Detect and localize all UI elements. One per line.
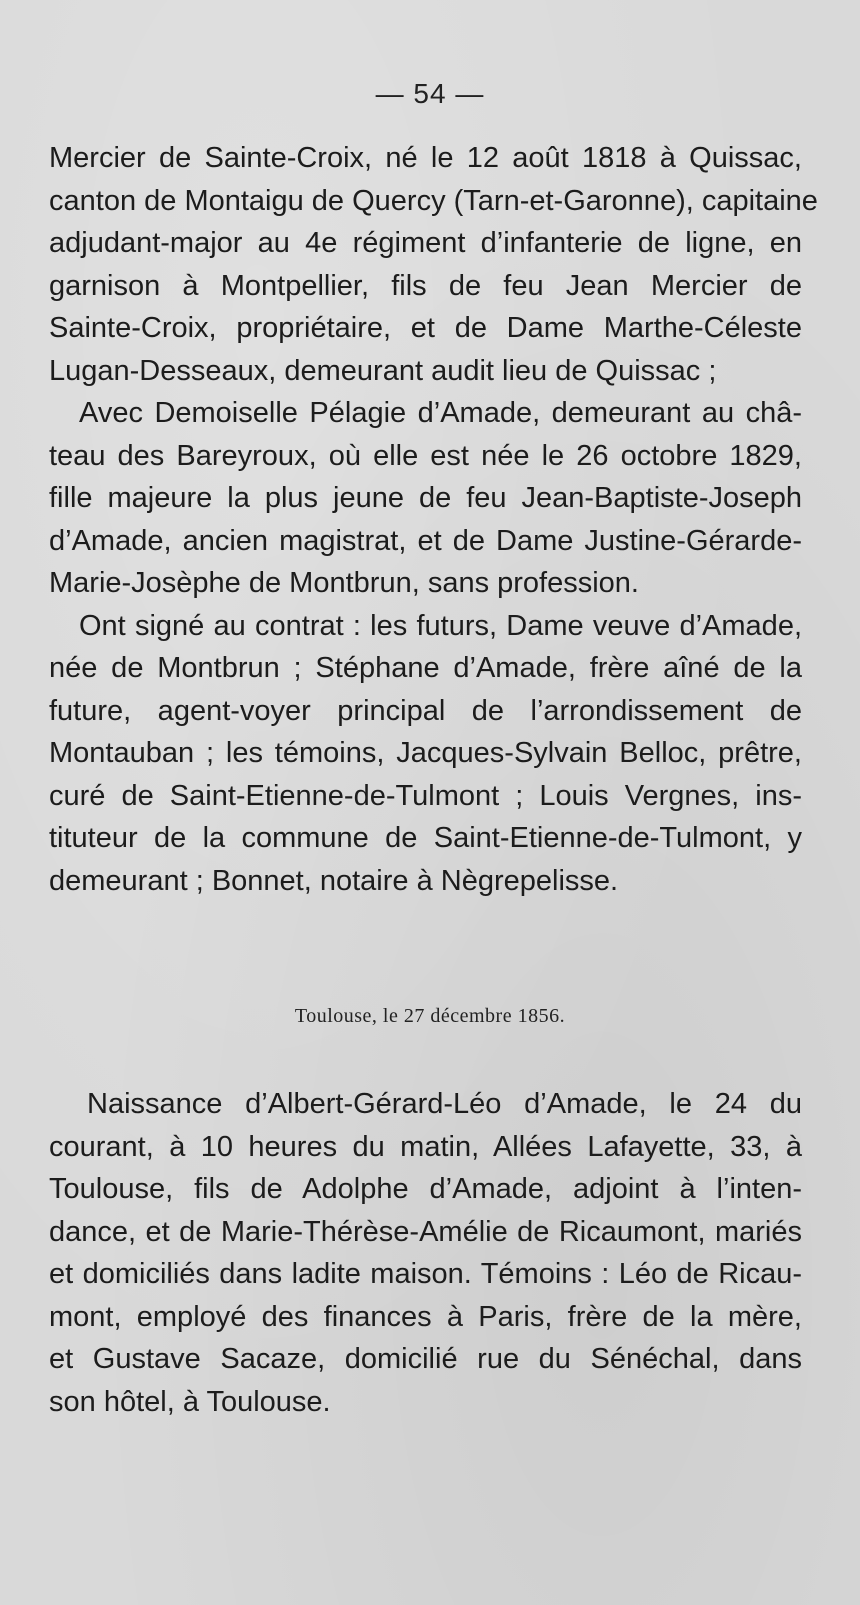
text-line: Montauban ; les témoins, Jacques-Sylvain Belloc, prêtre, [49, 737, 802, 769]
text-line: garnison à Montpellier, fils de feu Jean Mercier de [49, 269, 802, 302]
text-line: Avec Demoiselle Pélagie d’Amade, demeurant au châ- [79, 397, 802, 429]
page-number: — 54 — [375, 78, 485, 109]
text-line: mont, employé des finances à Paris, frère de la mère, [49, 1300, 802, 1333]
birth-record-paragraph [49, 1083, 802, 1423]
text-line: Lugan-Desseaux, demeurant audit lieu de Quissac ; [49, 354, 717, 387]
text-line: Ont signé au contrat : les futurs, Dame veuve d’Amade, [79, 609, 802, 642]
text-line: teau des Bareyroux, où elle est née le 26 octobre 1829, [49, 439, 802, 472]
text-line: adjudant-major au 4e régiment d’infanterie de ligne, en [49, 227, 802, 259]
text-line: Sainte-Croix, propriétaire, et de Dame Marthe-Céleste [49, 312, 802, 344]
text-line: courant, à 10 heures du matin, Allées Lafayette, 33, à [49, 1130, 802, 1163]
text-line: née de Montbrun ; Stéphane d’Amade, frère aîné de la [49, 652, 802, 684]
text-line: et Gustave Sacaze, domicilié rue du Sénéchal, dans [49, 1343, 802, 1375]
text-line: fille majeure la plus jeune de feu Jean-Baptiste-Joseph [49, 482, 802, 514]
text-line: d’Amade, ancien magistrat, et de Dame Justine-Gérarde- [49, 524, 802, 557]
text-line: Marie-Josèphe de Montbrun, sans profession. [49, 567, 639, 599]
text-line: demeurant ; Bonnet, notaire à Nègrepelisse. [49, 864, 619, 897]
marriage-contract-paragraphs [49, 137, 818, 902]
text-line: tituteur de la commune de Saint-Etienne-de-Tulmont, y [49, 822, 802, 854]
text-line: Naissance d’Albert-Gérard-Léo d’Amade, le 24 du [87, 1088, 802, 1120]
text-line: Mercier de Sainte-Croix, né le 12 août 1818 à Quissac, [49, 142, 802, 174]
text-line: et domiciliés dans ladite maison. Témoins : Léo de Ricau- [49, 1258, 802, 1290]
text-line: dance, et de Marie-Thérèse-Amélie de Ricaumont, mariés [49, 1215, 802, 1248]
text-line: canton de Montaigu de Quercy (Tarn-et-Garonne), capitaine [49, 184, 818, 217]
text-line: Toulouse, fils de Adolphe d’Amade, adjoint à l’inten- [49, 1173, 802, 1205]
text-line: future, agent-voyer principal de l’arrondissement de [49, 694, 802, 727]
text-line: son hôtel, à Toulouse. [49, 1385, 331, 1418]
text-line: curé de Saint-Etienne-de-Tulmont ; Louis Vergnes, ins- [49, 779, 802, 812]
date-heading: Toulouse, le 27 décembre 1856. [294, 1005, 566, 1027]
